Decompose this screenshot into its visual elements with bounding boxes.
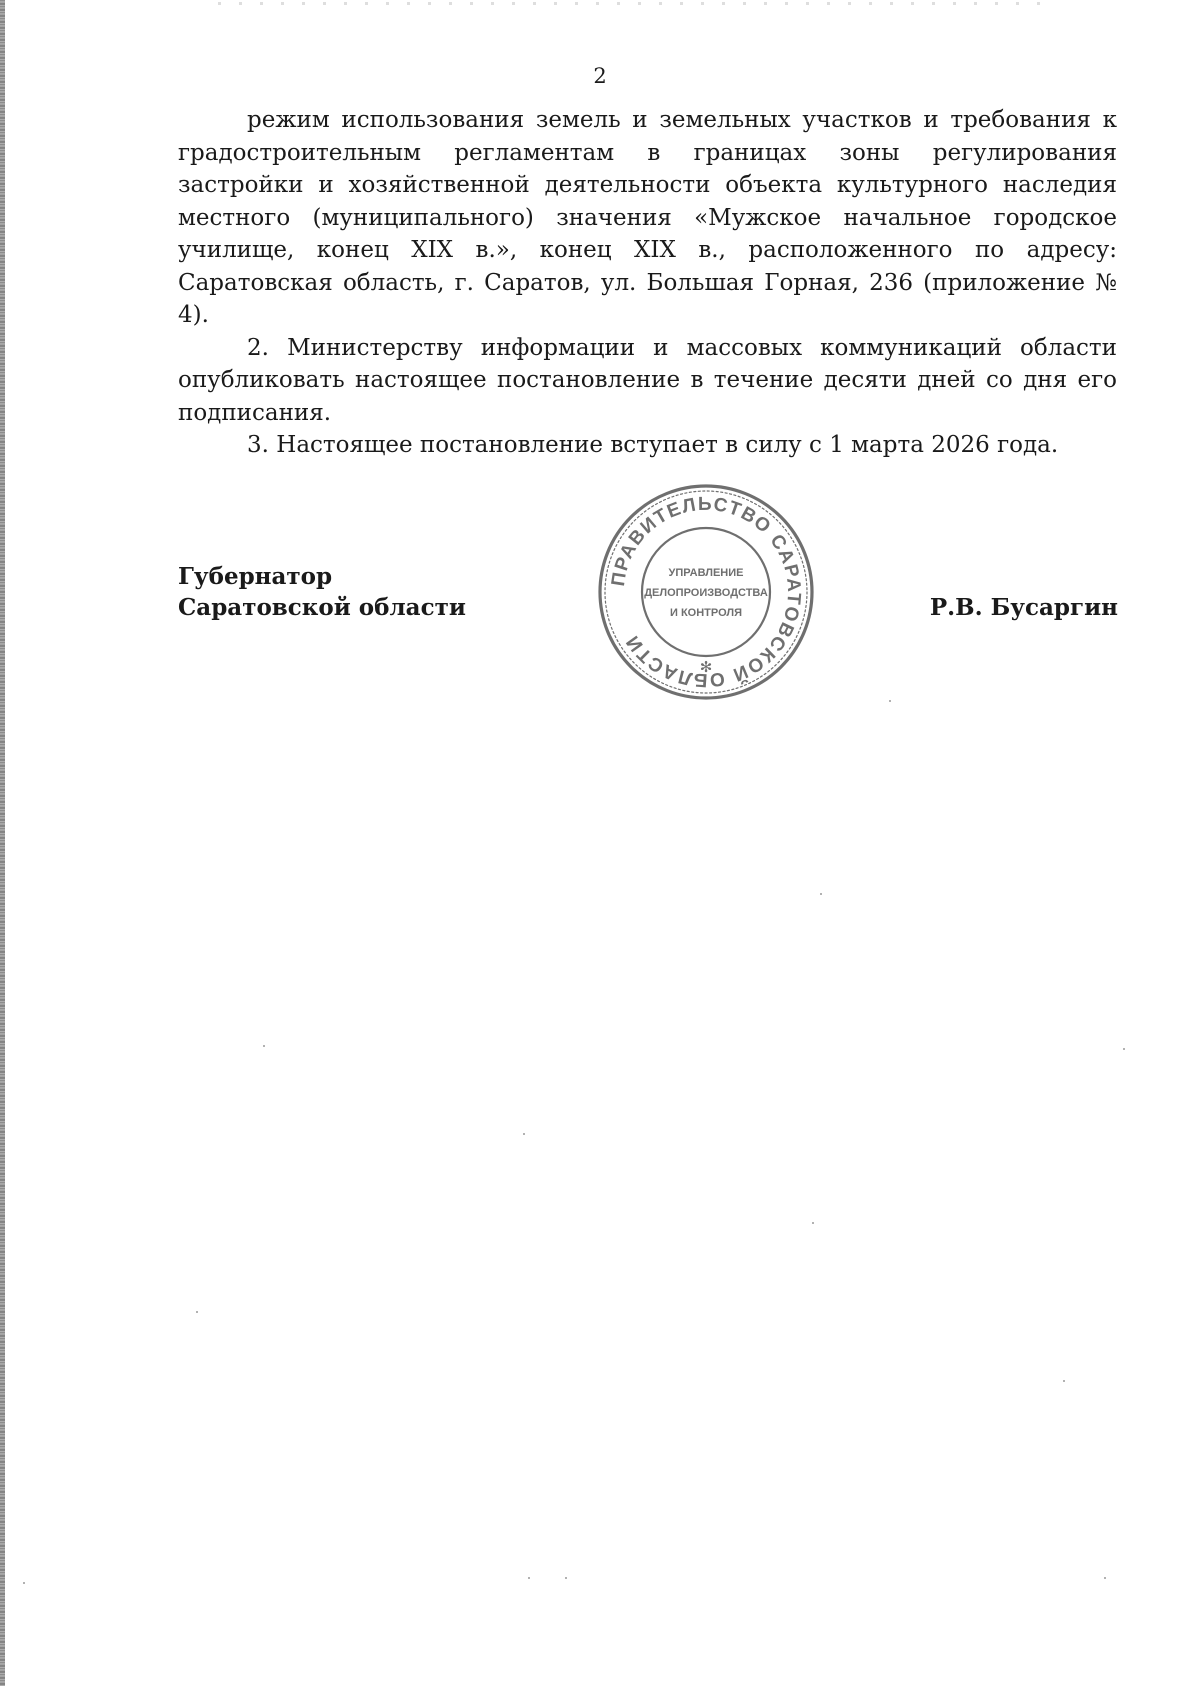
stamp-inner-line-2: ДЕЛОПРОИЗВОДСТВА bbox=[644, 587, 768, 599]
stamp-graphic bbox=[596, 482, 816, 702]
scan-speck bbox=[1104, 1577, 1106, 1579]
scan-speck bbox=[1063, 1380, 1065, 1382]
scan-speck bbox=[23, 1582, 25, 1584]
scan-speck bbox=[812, 1222, 814, 1224]
paragraph-2: 2. Министерству информации и массовых коммуникаций области опубликовать настоящее постановление в течение десяти дней со дня его подписания. bbox=[178, 334, 1117, 426]
scan-speck bbox=[528, 1577, 530, 1579]
stamp-inner-line-3: И КОНТРОЛЯ bbox=[670, 607, 742, 619]
signature-name: Р.В. Бусаргин bbox=[929, 594, 1118, 621]
star-icon: ✻ bbox=[699, 658, 713, 676]
page-number: 2 bbox=[593, 64, 607, 88]
scan-speck bbox=[1123, 1048, 1125, 1050]
official-stamp bbox=[596, 482, 816, 702]
stamp-outer-text: ПРАВИТЕЛЬСТВО САРАТОВСКОЙ ОБЛАСТИ bbox=[608, 493, 805, 691]
signature-title-line-1: Губернатор bbox=[178, 563, 333, 590]
scan-noise-top bbox=[200, 2, 1050, 5]
paragraph-continuation: режим использования земель и земельных участков и требования к градостроительным регламентам в границах зоны регулирования застройки и хозяйственной деятельности объекта культурного наследия местного (муниципального) значения «Мужское начальное городское училище, конец XIX в.», конец XIX в., расположенного по адресу: Саратовская область, г. Саратов, ул. Большая Горная, 236 (приложение № 4). bbox=[178, 107, 1117, 328]
scan-speck bbox=[889, 700, 891, 702]
scan-speck bbox=[565, 1577, 567, 1579]
stamp-inner-line-1: УПРАВЛЕНИЕ bbox=[668, 567, 744, 579]
scan-speck bbox=[820, 893, 822, 895]
paragraph-3: 3. Настоящее постановление вступает в силу с 1 марта 2026 года. bbox=[247, 432, 1059, 458]
signature-title-line-2: Саратовской области bbox=[178, 594, 466, 621]
scan-speck bbox=[523, 1133, 525, 1135]
signature-title bbox=[178, 561, 466, 623]
scan-speck bbox=[263, 1045, 265, 1047]
document-body bbox=[178, 104, 1117, 462]
scan-edge bbox=[0, 0, 5, 1686]
scan-speck bbox=[196, 1311, 198, 1313]
